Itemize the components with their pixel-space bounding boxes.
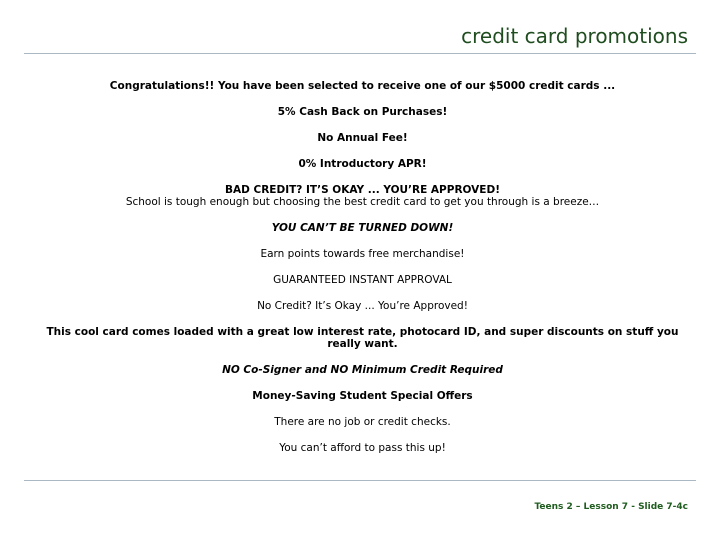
- promo-congratulations: Congratulations!! You have been selected to receive one of our $5000 credit cards ...: [109, 80, 616, 92]
- promotion-list: [40, 80, 685, 468]
- slide-footer: Teens 2 – Lesson 7 - Slide 7-4c: [534, 502, 688, 512]
- promo-student-offers: Money-Saving Student Special Offers: [252, 390, 473, 402]
- promo-no-credit: No Credit? It’s Okay ... You’re Approved!: [257, 300, 468, 312]
- slide-title: credit card promotions: [461, 24, 688, 48]
- promo-cool-card: This cool card comes loaded with a great low interest rate, photocard ID, and super discounts on stuff you really want.: [46, 326, 679, 350]
- top-divider: [24, 53, 696, 54]
- promo-cant-be-turned-down: YOU CAN’T BE TURNED DOWN!: [271, 222, 454, 234]
- promo-school-tough: School is tough enough but choosing the best credit card to get you through is a breeze…: [125, 196, 600, 208]
- promo-bad-credit-block: [40, 184, 685, 208]
- promo-earn-points: Earn points towards free merchandise!: [260, 248, 465, 260]
- promo-no-cosigner: NO Co-Signer and NO Minimum Credit Required: [222, 364, 503, 376]
- promo-intro-apr: 0% Introductory APR!: [298, 158, 427, 170]
- bottom-divider: [24, 480, 696, 481]
- promo-cash-back: 5% Cash Back on Purchases!: [277, 106, 448, 118]
- promo-no-checks: There are no job or credit checks.: [274, 416, 451, 428]
- promo-bad-credit: BAD CREDIT? IT’S OKAY ... YOU’RE APPROVED!: [225, 184, 500, 196]
- promo-cant-pass-up: You can’t afford to pass this up!: [279, 442, 446, 454]
- promo-guaranteed-approval: GUARANTEED INSTANT APPROVAL: [273, 274, 452, 286]
- promo-no-annual-fee: No Annual Fee!: [317, 132, 408, 144]
